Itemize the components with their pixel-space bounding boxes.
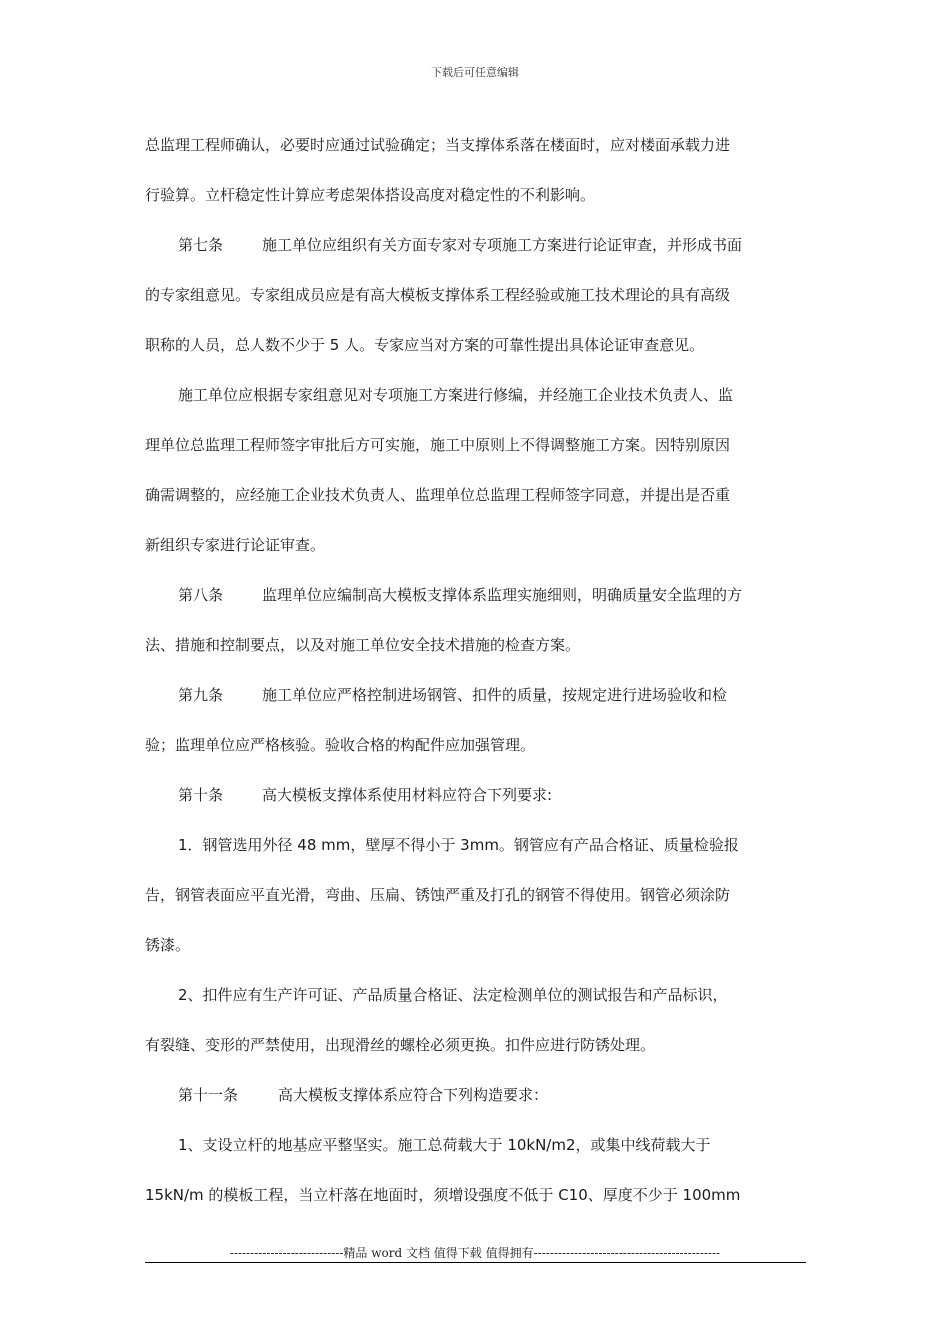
article-number: 第十一条 (178, 1086, 239, 1104)
text-line: 验；监理单位应严格核验。验收合格的构配件应加强管理。 (145, 736, 536, 754)
text-line: 1、支设立杆的地基应平整坚实。施工总荷载大于 10kN/m2，或集中线荷载大于 (178, 1136, 711, 1154)
text-line: 行验算。立杆稳定性计算应考虑架体搭设高度对稳定性的不利影响。 (145, 186, 596, 204)
article-number: 第七条 (178, 236, 224, 254)
page-header: 下载后可任意编辑 (431, 66, 519, 79)
footer-divider (145, 1262, 806, 1263)
text-line: 新组织专家进行论证审查。 (145, 536, 326, 554)
text-line: 锈漆。 (145, 936, 191, 954)
text-line: 施工单位应严格控制进场钢管、扣件的质量，按规定进行进场验收和检 (262, 686, 728, 704)
text-line: 高大模板支撑体系应符合下列构造要求： (278, 1086, 549, 1104)
text-line: 确需调整的，应经施工企业技术负责人、监理单位总监理工程师签字同意，并提出是否重 (145, 486, 731, 504)
text-line: 的专家组意见。专家组成员应是有高大模板支撑体系工程经验或施工技术理论的具有高级 (145, 286, 731, 304)
article-number: 第九条 (178, 686, 224, 704)
text-line: 有裂缝、变形的严禁使用，出现滑丝的螺栓必须更换。扣件应进行防锈处理。 (145, 1036, 656, 1054)
article-11-line (145, 1070, 810, 1120)
page-footer: ----------------------------精品 word 文档 值得下载 值得拥有---------------------------------------------- (229, 1246, 721, 1260)
article-8-line (145, 570, 810, 620)
article-number: 第十条 (178, 786, 224, 804)
article-7-line (145, 220, 810, 270)
article-number: 第八条 (178, 586, 224, 604)
text-line: 高大模板支撑体系使用材料应符合下列要求: (262, 786, 553, 804)
text-line: 2、扣件应有生产许可证、产品质量合格证、法定检测单位的测试报告和产品标识， (178, 986, 728, 1004)
text-line: 总监理工程师确认，必要时应通过试验确定；当支撑体系落在楼面时，应对楼面承载力进 (145, 136, 731, 154)
document-body (145, 120, 810, 1220)
text-line: 施工单位应组织有关方面专家对专项施工方案进行论证审查，并形成书面 (262, 236, 743, 254)
article-9-line (145, 670, 810, 720)
text-line: 告，钢管表面应平直光滑，弯曲、压扁、锈蚀严重及打孔的钢管不得使用。钢管必须涂防 (145, 886, 731, 904)
text-line: 监理单位应编制高大模板支撑体系监理实施细则，明确质量安全监理的方 (262, 586, 743, 604)
text-line: 施工单位应根据专家组意见对专项施工方案进行修编，并经施工企业技术负责人、监 (178, 386, 734, 404)
text-line: 理单位总监理工程师签字审批后方可实施，施工中原则上不得调整施工方案。因特别原因 (145, 436, 731, 454)
text-line: 1．钢管选用外径 48 mm，壁厚不得小于 3mm。钢管应有产品合格证、质量检验报 (178, 836, 739, 854)
text-line: 15kN/m 的模板工程，当立杆落在地面时，须增设强度不低于 C10、厚度不少于 100mm (145, 1186, 741, 1204)
text-line: 法、措施和控制要点，以及对施工单位安全技术措施的检查方案。 (145, 636, 581, 654)
article-10-line (145, 770, 810, 820)
text-line: 职称的人员，总人数不少于 5 人。专家应当对方案的可靠性提出具体论证审查意见。 (145, 336, 705, 354)
